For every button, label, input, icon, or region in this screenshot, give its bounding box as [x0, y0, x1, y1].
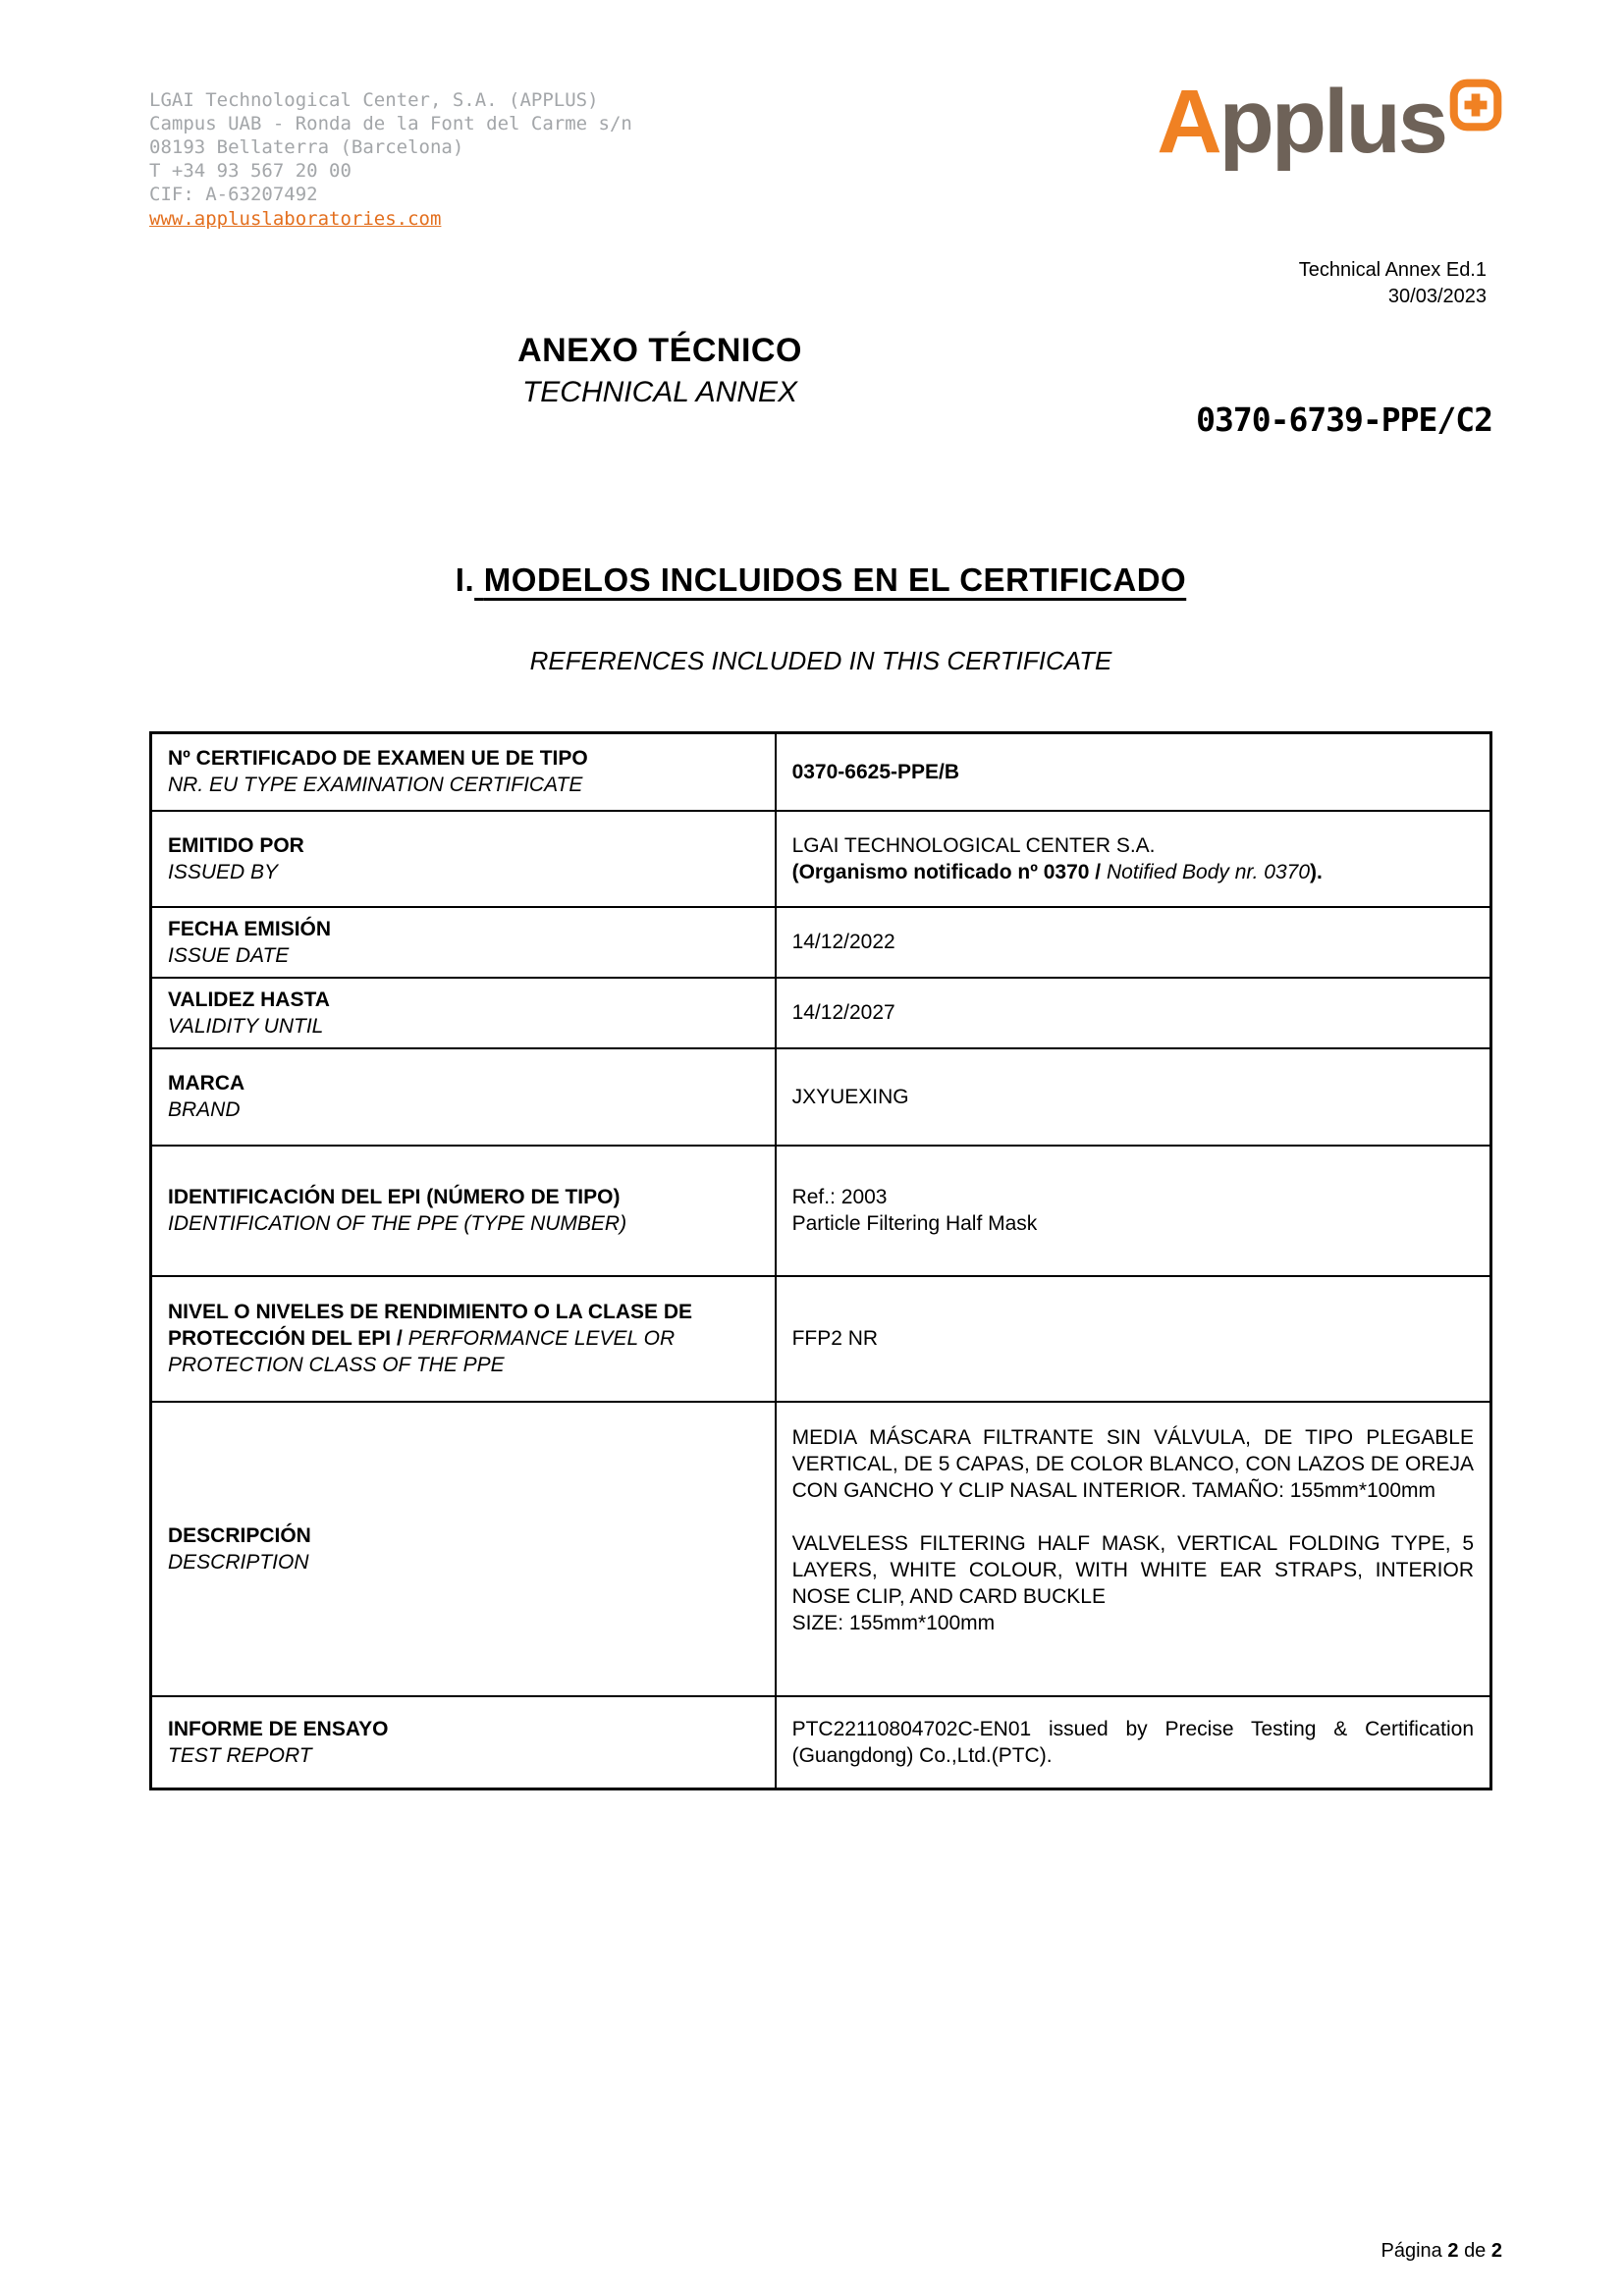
row-value: FFP2 NR: [776, 1276, 1491, 1402]
row-label: [151, 811, 776, 907]
issuer-name: LGAI TECHNOLOGICAL CENTER S.A.: [791, 833, 1156, 857]
table-row-test-report: [151, 1696, 1491, 1789]
document-title-en: TECHNICAL ANNEX: [521, 376, 798, 408]
table-row-ppe-identification: [151, 1146, 1491, 1276]
ppe-reference: Ref.: 2003: [791, 1186, 888, 1208]
page-separator: de: [1464, 2240, 1487, 2262]
plus-badge-icon: [1449, 79, 1502, 136]
company-address-block: [149, 88, 632, 231]
row-value: 14/12/2022: [776, 907, 1491, 978]
row-label: [151, 1146, 776, 1276]
label-en: TEST REPORT: [168, 1743, 312, 1767]
title-block: [149, 332, 1170, 409]
logo-text-rest: pplus: [1218, 72, 1445, 172]
label-en: VALIDITY UNTIL: [168, 1014, 324, 1038]
label-es: INFORME DE ENSAYO: [168, 1717, 389, 1740]
page-current: 2: [1447, 2240, 1459, 2262]
section-heading-prefix: I.: [455, 561, 475, 598]
row-value: 0370-6625-PPE/B: [776, 733, 1491, 811]
label-en: NR. EU TYPE EXAMINATION CERTIFICATE: [168, 774, 583, 797]
label-es: MARCA: [168, 1072, 245, 1095]
page-number: [1381, 2240, 1502, 2263]
label-es: VALIDEZ HASTA: [168, 988, 330, 1011]
label-en: BRAND: [168, 1098, 241, 1121]
table-row-performance-level: [151, 1276, 1491, 1402]
row-label: [151, 907, 776, 978]
row-value: 14/12/2027: [776, 978, 1491, 1048]
page-word: Página: [1380, 2240, 1442, 2262]
row-value: [776, 1146, 1491, 1276]
company-name: LGAI Technological Center, S.A. (APPLUS): [149, 89, 599, 111]
label-es: DESCRIPCIÓN: [168, 1523, 311, 1547]
section-subheading: REFERENCES INCLUDED IN THIS CERTIFICATE: [529, 646, 1112, 675]
annex-edition-block: [1299, 257, 1487, 310]
row-label: [151, 1696, 776, 1789]
description-en: VALVELESS FILTERING HALF MASK, VERTICAL FOLDING TYPE, 5 LAYERS, WHITE COLOUR, WITH WHITE EAR STRAPS, INTERIOR NOSE CLIP, AND CARD BUCKLE: [791, 1531, 1474, 1608]
company-street: Campus UAB - Ronda de la Font del Carme s/n: [149, 113, 632, 134]
table-row-issue-date: [151, 907, 1491, 978]
label-en: DESCRIPTION: [168, 1550, 309, 1574]
certificate-table: [149, 731, 1492, 1790]
label-en: ISSUED BY: [168, 860, 279, 883]
section-heading-text: MODELOS INCLUIDOS EN EL CERTIFICADO: [483, 561, 1187, 598]
table-row-issued-by: [151, 811, 1491, 907]
table-row-brand: [151, 1048, 1491, 1146]
label-es: IDENTIFICACIÓN DEL EPI (NÚMERO DE TIPO): [168, 1186, 621, 1208]
page-total: 2: [1490, 2240, 1502, 2262]
row-value: [776, 811, 1491, 907]
company-city: 08193 Bellaterra (Barcelona): [149, 136, 464, 158]
label-es: FECHA EMISIÓN: [168, 917, 332, 940]
table-row-validity-until: [151, 978, 1491, 1048]
notified-body-line: (Organismo notificado nº 0370 / Notified Body nr. 0370).: [791, 860, 1323, 883]
logo-letter-a: A: [1157, 72, 1219, 172]
row-label: [151, 1048, 776, 1146]
document-title-es: ANEXO TÉCNICO: [517, 332, 802, 369]
company-phone: T +34 93 567 20 00: [149, 160, 352, 182]
certificate-number: 0370-6739-PPE/C2: [1196, 400, 1492, 439]
row-value: JXYUEXING: [776, 1048, 1491, 1146]
label-en: ISSUE DATE: [168, 943, 290, 967]
description-size: SIZE: 155mm*100mm: [791, 1611, 996, 1634]
company-website-link[interactable]: www.appluslaboratories.com: [149, 208, 442, 230]
table-row-certificate-number: [151, 733, 1491, 811]
annex-edition-date: 30/03/2023: [1387, 286, 1487, 307]
label-es: Nº CERTIFICADO DE EXAMEN UE DE TIPO: [168, 747, 588, 771]
applus-logo: [1157, 72, 1502, 172]
label-en: IDENTIFICATION OF THE PPE (TYPE NUMBER): [168, 1212, 627, 1235]
row-value: [776, 1402, 1491, 1696]
row-label: [151, 978, 776, 1048]
description-es: MEDIA MÁSCARA FILTRANTE SIN VÁLVULA, DE TIPO PLEGABLE VERTICAL, DE 5 CAPAS, DE COLOR BLANCO, CON LAZOS DE OREJA CON GANCHO Y CLIP NASAL INTERIOR. TAMAÑO: 155mm*100mm: [791, 1425, 1474, 1502]
row-label: [151, 1402, 776, 1696]
label-es: EMITIDO POR: [168, 833, 304, 857]
row-label: [151, 1276, 776, 1402]
annex-edition-label: Technical Annex Ed.1: [1298, 259, 1487, 281]
company-cif: CIF: A-63207492: [149, 184, 318, 205]
ppe-type: Particle Filtering Half Mask: [791, 1212, 1038, 1235]
label-mixed: NIVEL O NIVELES DE RENDIMIENTO O LA CLASE DE PROTECCIÓN DEL EPI / PERFORMANCE LEVEL OR PROTECTION CLASS OF THE PPE: [168, 1301, 693, 1376]
section-heading: [149, 561, 1492, 599]
row-value: PTC22110804702C-EN01 issued by Precise Testing & Certification (Guangdong) Co.,Ltd.(PTC).: [776, 1696, 1491, 1789]
table-row-description: [151, 1402, 1491, 1696]
row-label: [151, 733, 776, 811]
